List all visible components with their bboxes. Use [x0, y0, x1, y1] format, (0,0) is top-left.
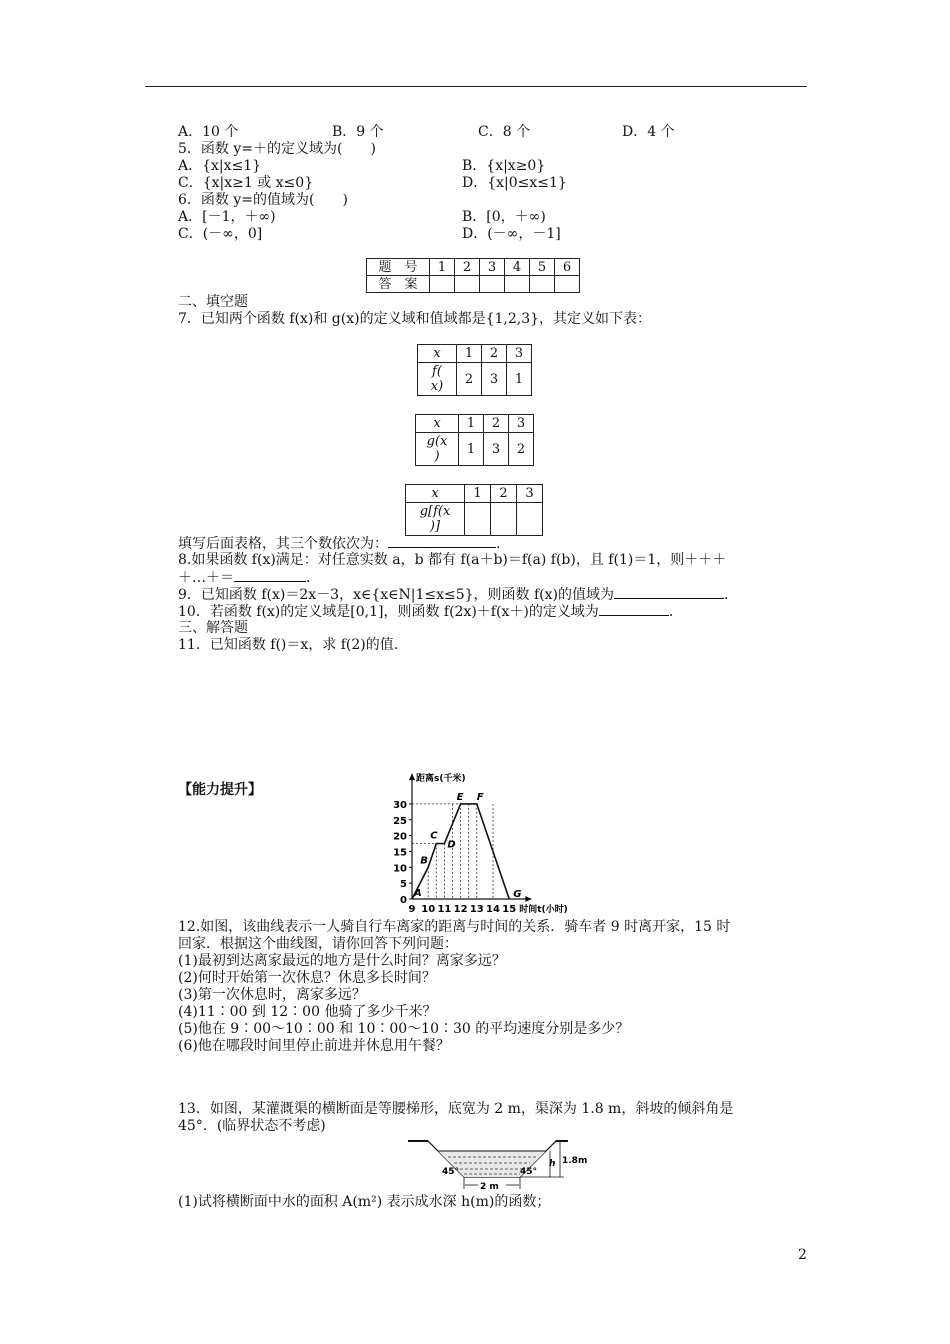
- table-g: [415, 414, 534, 466]
- q12-sub3: (3)第一次休息时，离家多远？: [178, 987, 366, 1003]
- q13-stem1: 13．如图，某灌溉渠的横断面是等腰梯形，底宽为 2 m，渠深为 1.8 m，斜坡的倾斜角是: [178, 1101, 734, 1117]
- table-gf-answer-cell[interactable]: [491, 503, 517, 536]
- x-axis-label: 时间t(小时): [519, 905, 568, 915]
- header-rule: [145, 86, 807, 87]
- q12-sub5: (5)他在 9∶00～10∶00 和 10∶00～10∶30 的平均速度分别是多少？: [178, 1021, 630, 1037]
- distance-time-chart: [372, 770, 572, 915]
- page-number: 2: [798, 1247, 807, 1263]
- answer-table-num: 2: [455, 259, 480, 276]
- point-label: E: [456, 791, 464, 803]
- answer-cell[interactable]: [480, 276, 505, 293]
- q6-stem: 6．函数 y=的值域为( ): [178, 192, 348, 208]
- table-f: [417, 344, 532, 396]
- q6-option-d: D．(－∞，－1]: [462, 226, 561, 242]
- q7-fill-text: 填写后面表格，其三个数依次为：: [178, 536, 388, 552]
- table-f-label-b: x): [430, 379, 444, 394]
- depth-value-label: 1.8m: [562, 1156, 588, 1166]
- y-tick-label: 30: [393, 799, 407, 811]
- x-tick-label: 9: [408, 904, 416, 915]
- point-label: C: [430, 830, 438, 842]
- table-g-val: 2: [509, 433, 534, 466]
- q6-option-c: C．(－∞，0]: [178, 226, 263, 242]
- y-tick-label: 0: [400, 895, 407, 906]
- q13-sub1: (1)试将横断面中水的面积 A(m²) 表示成水深 h(m)的函数；: [178, 1194, 551, 1210]
- answer-table: [366, 258, 580, 293]
- q5-stem: 5．函数 y=＋的定义域为( ): [178, 141, 376, 157]
- q9-answer-blank[interactable]: [614, 586, 724, 599]
- q7-stem: 7．已知两个函数 f(x)和 g(x)的定义域和值域都是{1,2,3}，其定义如下表：: [178, 311, 652, 327]
- table-g-label-b: ): [434, 449, 440, 464]
- q4-option-d: D．4 个: [622, 124, 675, 140]
- table-g-val: 3: [484, 433, 509, 466]
- table-gf-header: x: [406, 485, 465, 503]
- table-f-val: 1: [507, 363, 532, 396]
- table-g-col: 1: [459, 415, 484, 433]
- answer-table-answer-label: 答 案: [367, 276, 430, 293]
- table-g-label: [416, 433, 459, 466]
- q6-option-a: A．[－1，＋∞): [178, 209, 276, 225]
- table-gf-answer-cell[interactable]: [517, 503, 543, 536]
- q9-text: 9．已知函数 f(x)＝2x－3，x∈{x∈N|1≤x≤5}，则函数 f(x)的值域为: [178, 587, 614, 603]
- q12-stem1: 12.如图，该曲线表示一人骑自行车离家的距离与时间的关系．骑车者 9 时离开家，15 时: [178, 919, 731, 935]
- table-gf-label-b: )]: [429, 519, 441, 534]
- table-gf-col: 2: [491, 485, 517, 503]
- y-tick-label: 15: [393, 847, 407, 859]
- y-tick-label: 25: [393, 815, 407, 827]
- depth-h-label: h: [549, 1159, 556, 1169]
- x-tick-label: 11: [437, 904, 452, 915]
- q4-option-b: B．9 个: [332, 124, 384, 140]
- q5-option-a: A．{x|x≤1}: [178, 158, 262, 174]
- angle-right-label: 45°: [520, 1167, 538, 1177]
- q8-line2-wrap: ＋…＋＝ .: [178, 570, 311, 586]
- q5-option-b: B．{x|x≥0}: [462, 158, 546, 174]
- q9-wrap: 9．已知函数 f(x)＝2x－3，x∈{x∈N|1≤x≤5}，则函数 f(x)的值域为 .: [178, 587, 729, 603]
- table-gf-col: 3: [517, 485, 543, 503]
- table-gf-label: [406, 503, 465, 536]
- answer-cell[interactable]: [505, 276, 530, 293]
- y-tick-label: 5: [400, 879, 407, 891]
- ability-heading: 【能力提升】: [178, 782, 262, 798]
- q4-option-a: A．10 个: [178, 124, 239, 140]
- table-g-val: 1: [459, 433, 484, 466]
- answer-cell[interactable]: [530, 276, 555, 293]
- table-f-val: 2: [457, 363, 482, 396]
- q12-sub6: (6)他在哪段时间里停止前进并休息用午餐？: [178, 1038, 450, 1054]
- q5-option-c: C．{x|x≥1 或 x≤0}: [178, 175, 314, 191]
- table-f-col: 3: [507, 345, 532, 363]
- answer-cell[interactable]: [555, 276, 580, 293]
- angle-left-label: 45°: [442, 1167, 460, 1177]
- table-g-col: 2: [484, 415, 509, 433]
- point-label: F: [476, 791, 484, 803]
- table-gf-answer-cell[interactable]: [465, 503, 491, 536]
- table-g-header: x: [416, 415, 459, 433]
- q12-sub4: (4)11∶00 到 12∶00 他骑了多少千米？: [178, 1004, 437, 1020]
- table-gf-label-a: g[f(x: [419, 504, 451, 519]
- x-tick-label: 14: [486, 904, 500, 915]
- x-axis-arrow: [525, 896, 531, 902]
- q7-fill-line: 填写后面表格，其三个数依次为： .: [178, 536, 501, 552]
- section-heading-fill-in: 二、填空题: [178, 294, 248, 310]
- q12-stem2: 回家．根据这个曲线图，请你回答下列问题：: [178, 936, 458, 952]
- table-g-label-a: g(x: [426, 434, 448, 449]
- point-label: A: [414, 888, 422, 899]
- answer-table-num: 1: [430, 259, 455, 276]
- table-gf-col: 1: [465, 485, 491, 503]
- table-f-col: 2: [482, 345, 507, 363]
- table-f-label: [418, 363, 457, 396]
- section-heading-solve: 三、解答题: [178, 620, 248, 636]
- q4-option-c: C．8 个: [478, 124, 531, 140]
- table-f-val: 3: [482, 363, 507, 396]
- x-tick-label: 12: [453, 904, 468, 915]
- table-g-col: 3: [509, 415, 534, 433]
- answer-table-num-label: 题 号: [367, 259, 430, 276]
- q13-stem2: 45°．(临界状态不考虑): [178, 1118, 326, 1134]
- table-f-label-a: f(: [432, 364, 442, 379]
- answer-cell[interactable]: [455, 276, 480, 293]
- table-gf: [405, 484, 543, 536]
- point-label: D: [447, 839, 456, 851]
- q10-text: 10．若函数 f(x)的定义域是[0,1]，则函数 f(2x)＋f(x＋)的定义域为: [178, 604, 599, 620]
- y-axis-label: 距离s(千米): [416, 774, 466, 784]
- q8-answer-blank[interactable]: [234, 569, 306, 582]
- answer-table-num: 4: [505, 259, 530, 276]
- y-tick-label: 20: [393, 831, 407, 843]
- x-tick-label: 13: [469, 904, 484, 915]
- q7-answer-blank[interactable]: [388, 535, 496, 548]
- y-axis-arrow: [409, 773, 415, 780]
- answer-table-num: 6: [555, 259, 580, 276]
- q12-sub2: (2)何时开始第一次休息？休息多长时间？: [178, 970, 436, 986]
- q10-wrap: 10．若函数 f(x)的定义域是[0,1]，则函数 f(2x)＋f(x＋)的定义域为 .: [178, 604, 674, 620]
- x-tick-label: 15: [502, 904, 517, 915]
- answer-cell[interactable]: [430, 276, 455, 293]
- base-label: 2 m: [480, 1182, 499, 1192]
- q10-answer-blank[interactable]: [599, 603, 669, 616]
- table-f-col: 1: [457, 345, 482, 363]
- point-label: B: [420, 855, 428, 867]
- point-label: G: [513, 889, 522, 900]
- q12-sub1: (1)最初到达离家最远的地方是什么时间？离家多远？: [178, 953, 506, 969]
- q5-option-d: D．{x|0≤x≤1}: [462, 175, 567, 191]
- q11-text: 11．已知函数 f()＝x，求 f(2)的值.: [178, 637, 399, 653]
- q6-option-b: B．[0，＋∞): [462, 209, 546, 225]
- answer-table-num: 3: [480, 259, 505, 276]
- q8-line2: ＋…＋＝: [178, 570, 234, 586]
- answer-table-num: 5: [530, 259, 555, 276]
- x-tick-label: 10: [421, 904, 436, 915]
- channel-cross-section-figure: [408, 1137, 588, 1192]
- table-f-header: x: [418, 345, 457, 363]
- q8-line1: 8.如果函数 f(x)满足：对任意实数 a，b 都有 f(a＋b)＝f(a) f(b)，且 f(1)＝1，则＋＋＋: [178, 552, 727, 568]
- y-tick-label: 10: [393, 863, 407, 875]
